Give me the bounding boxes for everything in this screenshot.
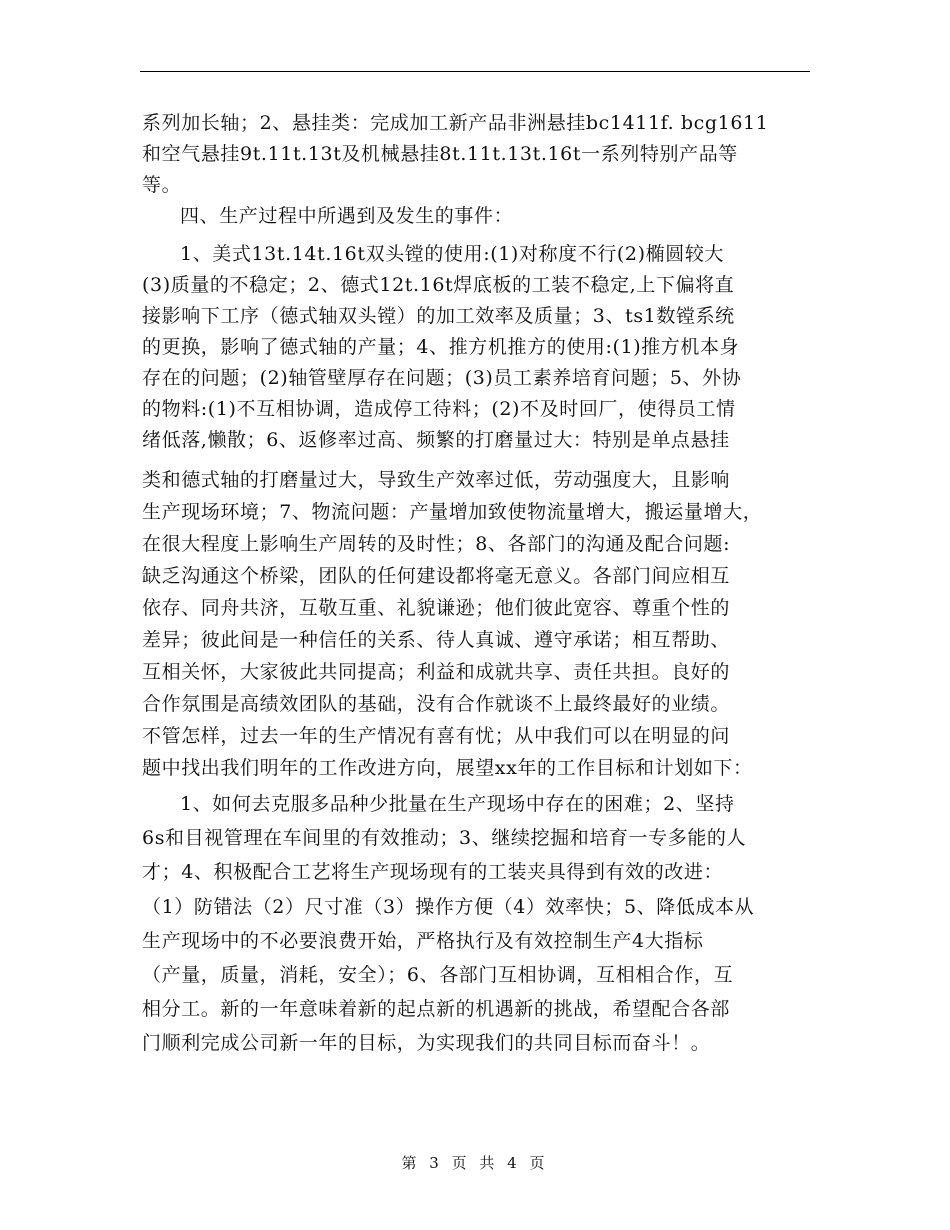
text-line: 存在的问题；(2)轴管壁厚存在问题；(3)员工素养培育问题；5、外协 — [142, 367, 742, 389]
text-line: 题中找出我们明年的工作改进方向，展望xx年的工作目标和计划如下： — [142, 757, 753, 779]
text-line: 接影响下工序（德式轴双头镗）的加工效率及质量；3、ts1数镗系统 — [142, 305, 735, 327]
header-rule — [140, 71, 810, 72]
text-line: 生产现场环境；7、物流问题：产量增加致使物流量增大，搬运量增大， — [142, 501, 763, 523]
page-number: 第 3 页 共 4 页 — [401, 1154, 549, 1172]
text-line: 互相关怀，大家彼此共同提高；利益和成就共享、责任共担。良好的 — [142, 661, 731, 683]
text-line: 绪低落,懒散；6、返修率过高、频繁的打磨量过大：特别是单点悬挂 — [142, 429, 730, 451]
text-line: 的物料:(1)不互相协调，造成停工待料；(2)不及时回厂，使得员工情 — [142, 398, 736, 420]
text-line: 相分工。新的一年意味着新的起点新的机遇新的挑战，希望配合各部 — [142, 998, 731, 1020]
text-line: 不管怎样，过去一年的生产情况有喜有忧；从中我们可以在明显的问 — [142, 725, 731, 747]
section-heading: 四、生产过程中所遇到及发生的事件： — [180, 205, 514, 227]
text-line: 和空气悬挂9t.11t.13t及机械悬挂8t.11t.13t.16t一系列特别产品等 — [142, 143, 738, 165]
text-line: 系列加长轴；2、悬挂类：完成加工新产品非洲悬挂bc1411f. bcg1611 — [142, 112, 769, 134]
text-line: 缺乏沟通这个桥梁，团队的任何建设都将毫无意义。各部门间应相互 — [142, 565, 731, 587]
text-line: 的更换，影响了德式轴的产量；4、推方机推方的使用:(1)推方机本身 — [142, 336, 740, 358]
text-line: 等。 — [142, 174, 182, 196]
text-line: （产量，质量，消耗，安全）；6、各部门互相协调，互相相合作，互 — [142, 964, 734, 986]
text-line: 才；4、积极配合工艺将生产现场现有的工装夹具得到有效的改进： — [142, 861, 724, 883]
text-line: 合作氛围是高绩效团队的基础，没有合作就谈不上最终最好的业绩。 — [142, 693, 731, 715]
text-line: 门顺利完成公司新一年的目标，为实现我们的共同目标而奋斗！。 — [142, 1032, 711, 1054]
text-line: 差异；彼此间是一种信任的关系、待人真诚、遵守承诺；相互帮助、 — [142, 629, 731, 651]
text-line: 类和德式轴的打磨量过大，导致生产效率过低，劳动强度大，且影响 — [142, 469, 731, 491]
text-line: 6s和目视管理在车间里的有效推动；3、继续挖掘和培育一专多能的人 — [142, 827, 747, 849]
text-line: 生产现场中的不必要浪费开始，严格执行及有效控制生产4大指标 — [142, 930, 704, 952]
text-line: 1、美式13t.14t.16t双头镗的使用:(1)对称度不行(2)椭圆较大 — [180, 243, 725, 265]
text-line: 依存、同舟共济，互敬互重、礼貌谦逊；他们彼此宽容、尊重个性的 — [142, 597, 731, 619]
text-line: （1）防错法（2）尺寸准（3）操作方便（4）效率快；5、降低成本从 — [142, 896, 755, 918]
text-line: 在很大程度上影响生产周转的及时性；8、各部门的沟通及配合问题: — [142, 533, 731, 555]
text-line: 1、如何去克服多品种少批量在生产现场中存在的困难；2、坚持 — [180, 793, 735, 815]
text-line: (3)质量的不稳定；2、德式12t.16t焊底板的工装不稳定,上下偏将直 — [142, 274, 735, 296]
